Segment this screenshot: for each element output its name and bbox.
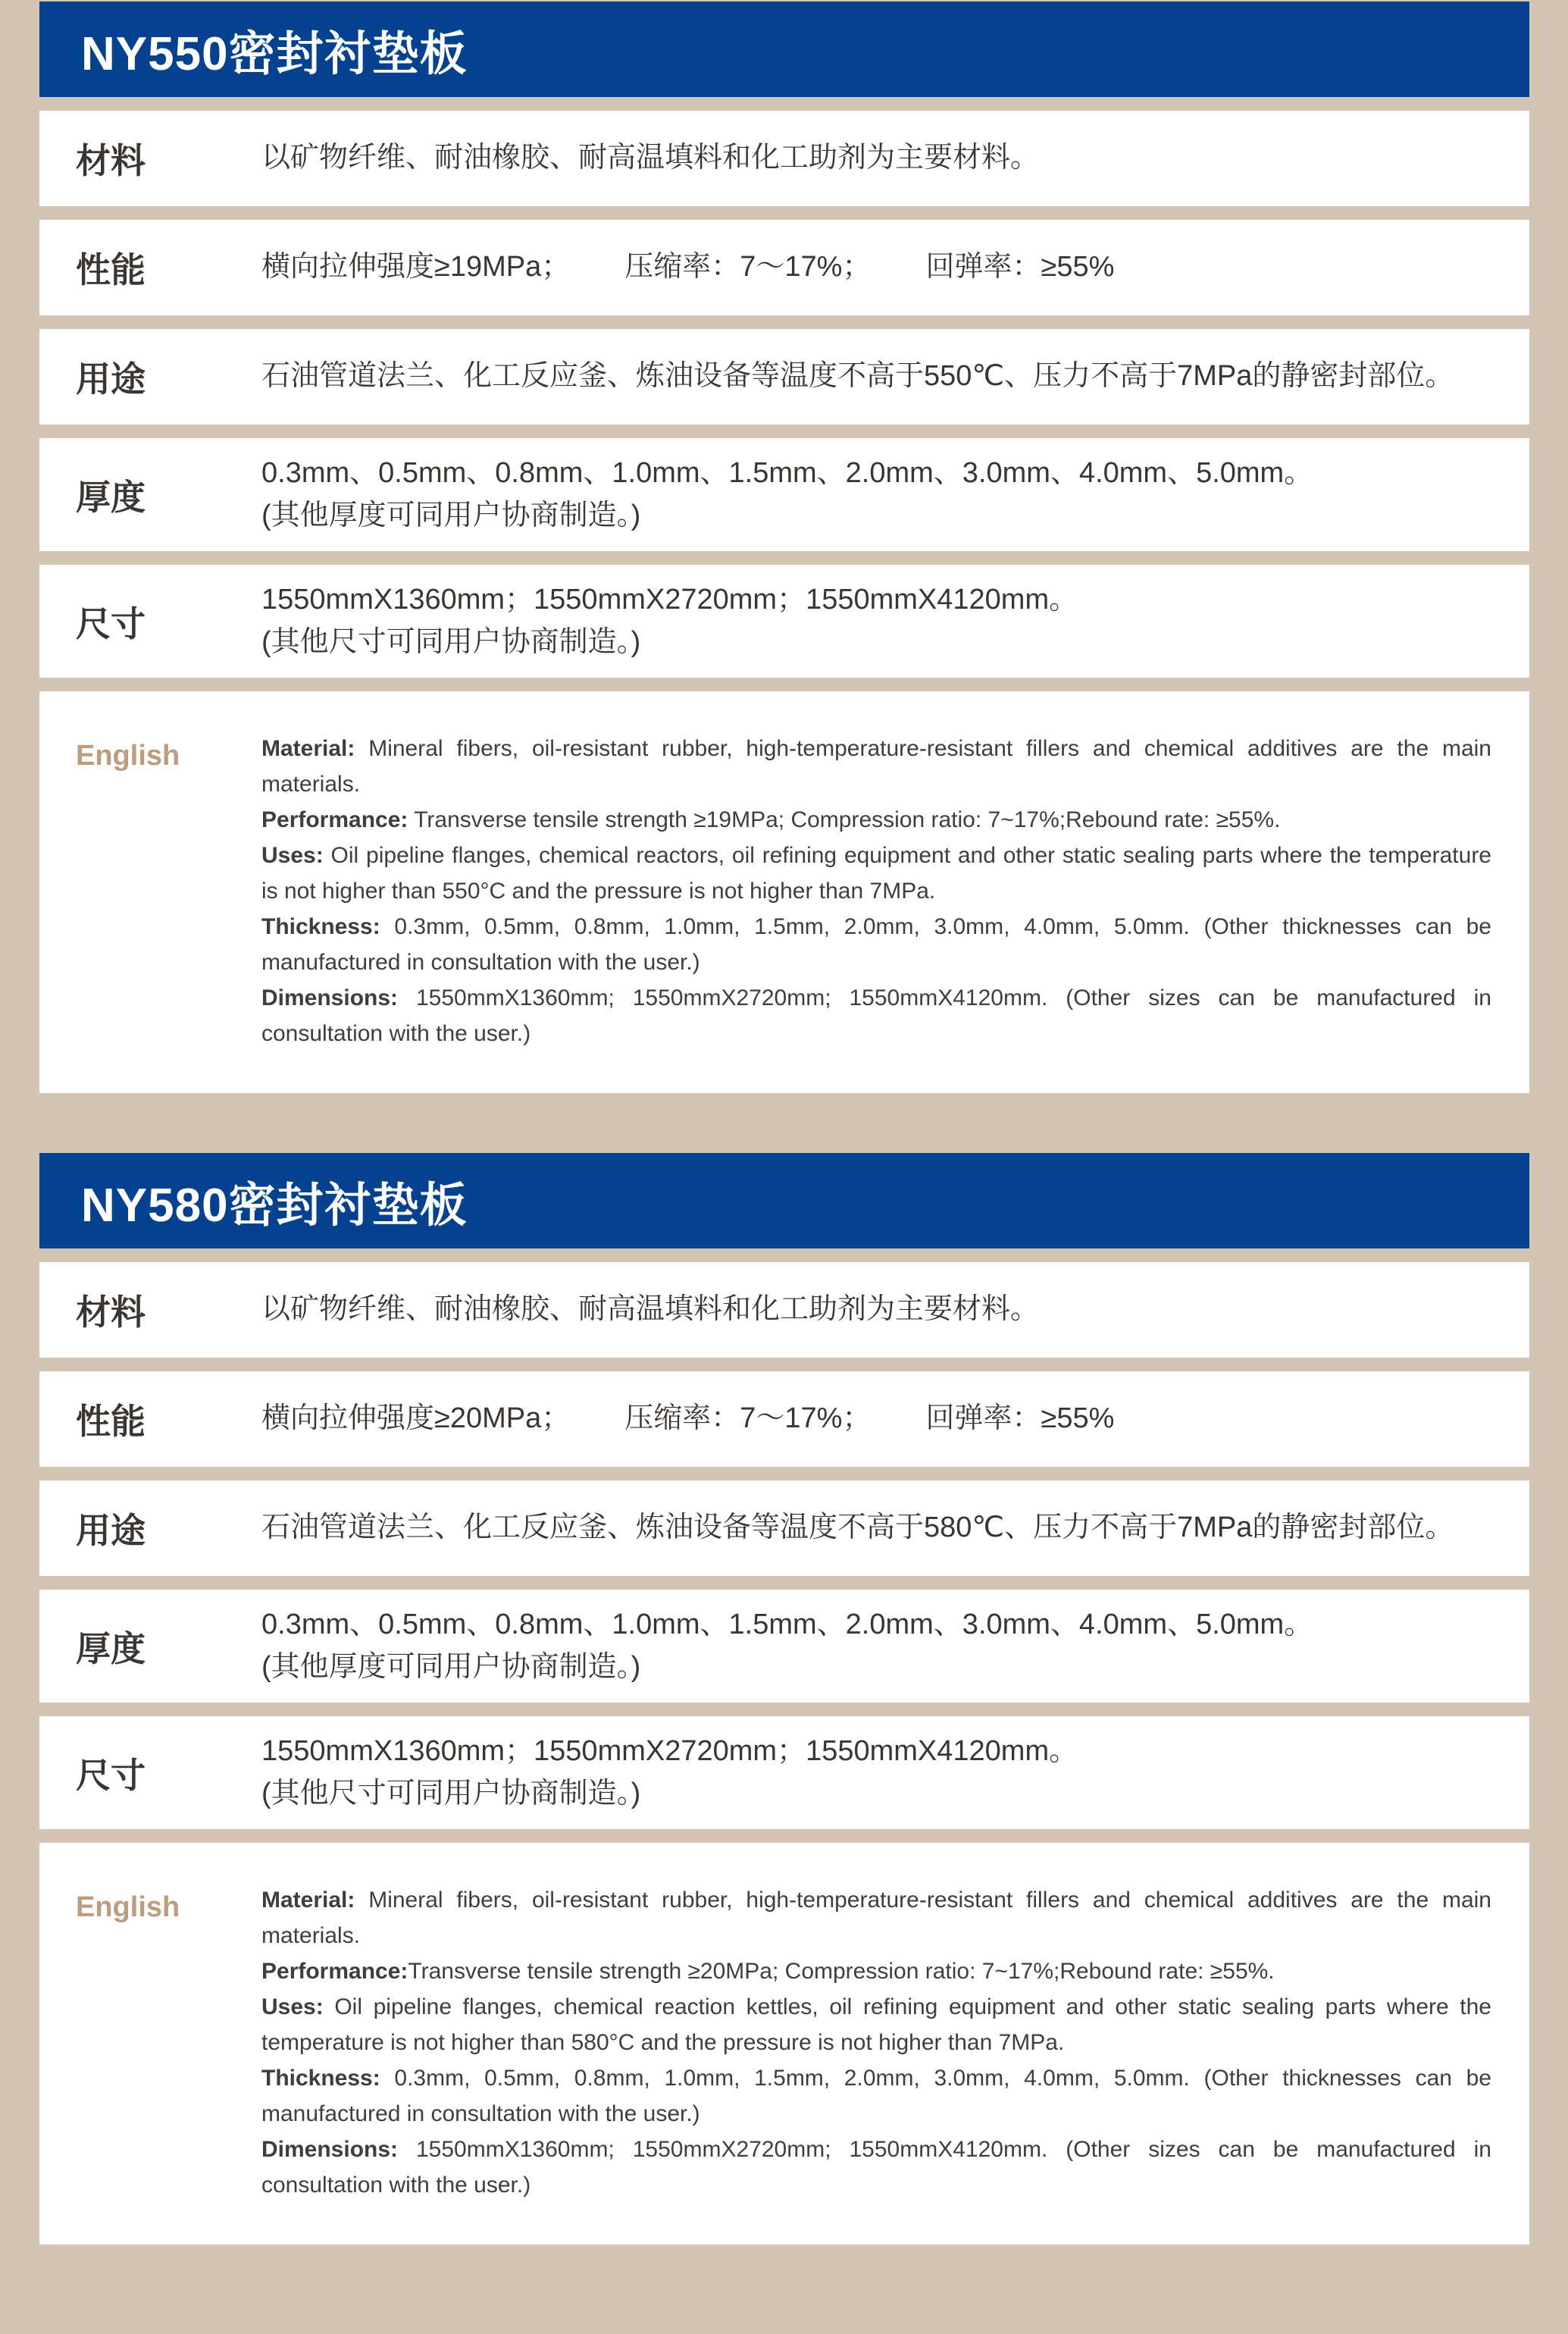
spec-row-material	[39, 111, 1529, 206]
spec-segment: 回弹率：≥55%	[925, 1402, 1115, 1435]
english-paragraph-body: Mineral fibers, oil-resistant rubber, high-temperature-resistant fillers and chemical additives are the main materials.	[261, 1888, 1491, 1948]
spec-label-dimensions: 尺寸	[76, 1755, 146, 1795]
spec-text: 石油管道法兰、化工反应釜、炼油设备等温度不高于580℃、压力不高于7MPa的静密封部位。	[261, 1512, 1454, 1544]
spec-text: 石油管道法兰、化工反应釜、炼油设备等温度不高于550℃、压力不高于7MPa的静密封部位。	[261, 360, 1454, 393]
english-paragraph-4	[261, 2132, 1491, 2203]
english-paragraph-2	[261, 1989, 1491, 2060]
english-label: English	[76, 740, 180, 772]
spec-value-thickness	[261, 453, 1495, 536]
english-paragraph-4	[261, 980, 1491, 1051]
english-paragraph-body: Oil pipeline flanges, chemical reactors, oil refining equipment and other static sealing parts where the temperature is not higher than 550°C and the pressure is not higher than 7MPa.	[261, 843, 1491, 904]
spec-line-2: (其他尺寸可同用户协商制造。)	[261, 625, 641, 658]
english-paragraph-lead: Performance:	[261, 807, 408, 832]
spec-line-1: 0.3mm、0.5mm、0.8mm、1.0mm、1.5mm、2.0mm、3.0mm、4.0mm、5.0mm。	[261, 457, 1313, 490]
english-paragraph-1	[261, 802, 1491, 838]
spec-label-uses: 用途	[76, 1511, 146, 1550]
spec-line-1: 1550mmX1360mm；1550mmX2720mm；1550mmX4120mm。	[261, 1735, 1078, 1768]
english-paragraph-0	[261, 1882, 1491, 1953]
section-header	[39, 1153, 1529, 1248]
english-paragraph-lead: Thickness:	[261, 2066, 380, 2091]
english-paragraph-body: 1550mmX1360mm; 1550mmX2720mm; 1550mmX4120mm. (Other sizes can be manufactured in consultation with the user.)	[261, 985, 1491, 1046]
spec-label-dimensions: 尺寸	[76, 603, 146, 644]
product-title: NY580密封衬垫板	[81, 1179, 468, 1232]
product-section-ny550	[0, 2, 1568, 1093]
spec-line-2: (其他厚度可同用户协商制造。)	[261, 499, 641, 531]
english-row	[39, 691, 1529, 1093]
spec-segment: 横向拉伸强度≥20MPa；	[261, 1402, 571, 1435]
section-header	[39, 2, 1529, 97]
english-paragraph-body: 0.3mm, 0.5mm, 0.8mm, 1.0mm, 1.5mm, 2.0mm, 3.0mm, 4.0mm, 5.0mm. (Other thicknesses can be manufactured in consultation with the user.)	[261, 2066, 1491, 2126]
english-paragraph-3	[261, 909, 1491, 980]
spec-row-thickness	[39, 1590, 1529, 1703]
spec-label-material: 材料	[76, 141, 146, 180]
english-paragraph-lead: Performance:	[261, 1959, 408, 1984]
english-text	[261, 1882, 1491, 2203]
english-row	[39, 1843, 1529, 2245]
english-paragraph-body: 1550mmX1360mm; 1550mmX2720mm; 1550mmX4120mm. (Other sizes can be manufactured in consultation with the user.)	[261, 2137, 1491, 2198]
english-paragraph-body: Transverse tensile strength ≥20MPa; Compression ratio: 7~17%;Rebound rate: ≥55%.	[408, 1959, 1275, 1984]
english-paragraph-lead: Material:	[261, 1888, 355, 1913]
spec-segment: 回弹率：≥55%	[925, 251, 1115, 284]
spec-row-material	[39, 1262, 1529, 1358]
spec-value-material	[261, 137, 1495, 179]
spec-row-thickness	[39, 438, 1529, 551]
spec-value-performance	[261, 1398, 1495, 1440]
product-catalog	[0, 2, 1568, 2245]
english-paragraph-lead: Dimensions:	[261, 2137, 399, 2162]
spec-label-uses: 用途	[76, 359, 146, 399]
spec-value-material	[261, 1289, 1495, 1330]
english-paragraph-body: Transverse tensile strength ≥19MPa; Compression ratio: 7~17%;Rebound rate: ≥55%.	[408, 807, 1281, 832]
spec-line-1: 1550mmX1360mm；1550mmX2720mm；1550mmX4120mm。	[261, 584, 1078, 616]
english-paragraph-body: Oil pipeline flanges, chemical reaction kettles, oil refining equipment and other static sealing parts where the temperature is not higher than 580°C and the pressure is not higher than 7MPa.	[261, 1994, 1491, 2055]
spec-text: 以矿物纤维、耐油橡胶、耐高温填料和化工助剂为主要材料。	[261, 142, 1040, 174]
spec-label-performance: 性能	[76, 250, 146, 290]
spec-label-thickness: 厚度	[76, 1628, 146, 1668]
spec-row-performance	[39, 220, 1529, 315]
spec-line-2: (其他尺寸可同用户协商制造。)	[261, 1777, 641, 1809]
spec-label-performance: 性能	[76, 1402, 146, 1441]
spec-label-thickness: 厚度	[76, 477, 146, 517]
english-paragraph-body: Mineral fibers, oil-resistant rubber, high-temperature-resistant fillers and chemical additives are the main materials.	[261, 736, 1491, 797]
product-section-ny580	[0, 1153, 1568, 2245]
spec-value-dimensions	[261, 1731, 1495, 1814]
spec-row-dimensions	[39, 565, 1529, 678]
english-paragraph-lead: Material:	[261, 736, 355, 761]
spec-row-dimensions	[39, 1716, 1529, 1829]
english-paragraph-lead: Thickness:	[261, 914, 380, 939]
product-title: NY550密封衬垫板	[81, 27, 468, 80]
spec-label-material: 材料	[76, 1292, 146, 1332]
english-paragraph-body: 0.3mm, 0.5mm, 0.8mm, 1.0mm, 1.5mm, 2.0mm, 3.0mm, 4.0mm, 5.0mm. (Other thicknesses can be manufactured in consultation with the user.)	[261, 914, 1491, 975]
spec-row-performance	[39, 1371, 1529, 1467]
spec-value-performance	[261, 246, 1495, 288]
spec-value-uses	[261, 1507, 1495, 1549]
english-text	[261, 731, 1491, 1051]
spec-value-thickness	[261, 1604, 1495, 1687]
spec-value-dimensions	[261, 579, 1495, 663]
english-paragraph-lead: Uses:	[261, 1994, 324, 2019]
spec-segment: 压缩率：7～17%；	[624, 1402, 872, 1435]
english-paragraph-1	[261, 1953, 1491, 1989]
spec-row-uses	[39, 1480, 1529, 1576]
english-paragraph-lead: Uses:	[261, 843, 324, 868]
spec-segment: 压缩率：7～17%；	[624, 251, 872, 284]
spec-value-uses	[261, 356, 1495, 397]
spec-row-uses	[39, 329, 1529, 425]
spec-line-2: (其他厚度可同用户协商制造。)	[261, 1650, 641, 1683]
english-paragraph-lead: Dimensions:	[261, 985, 399, 1010]
spec-line-1: 0.3mm、0.5mm、0.8mm、1.0mm、1.5mm、2.0mm、3.0mm、4.0mm、5.0mm。	[261, 1609, 1313, 1641]
spec-segment: 横向拉伸强度≥19MPa；	[261, 251, 571, 284]
english-label: English	[76, 1891, 180, 1923]
english-paragraph-2	[261, 838, 1491, 909]
english-paragraph-0	[261, 731, 1491, 802]
english-paragraph-3	[261, 2060, 1491, 2132]
spec-text: 以矿物纤维、耐油橡胶、耐高温填料和化工助剂为主要材料。	[261, 1293, 1040, 1326]
